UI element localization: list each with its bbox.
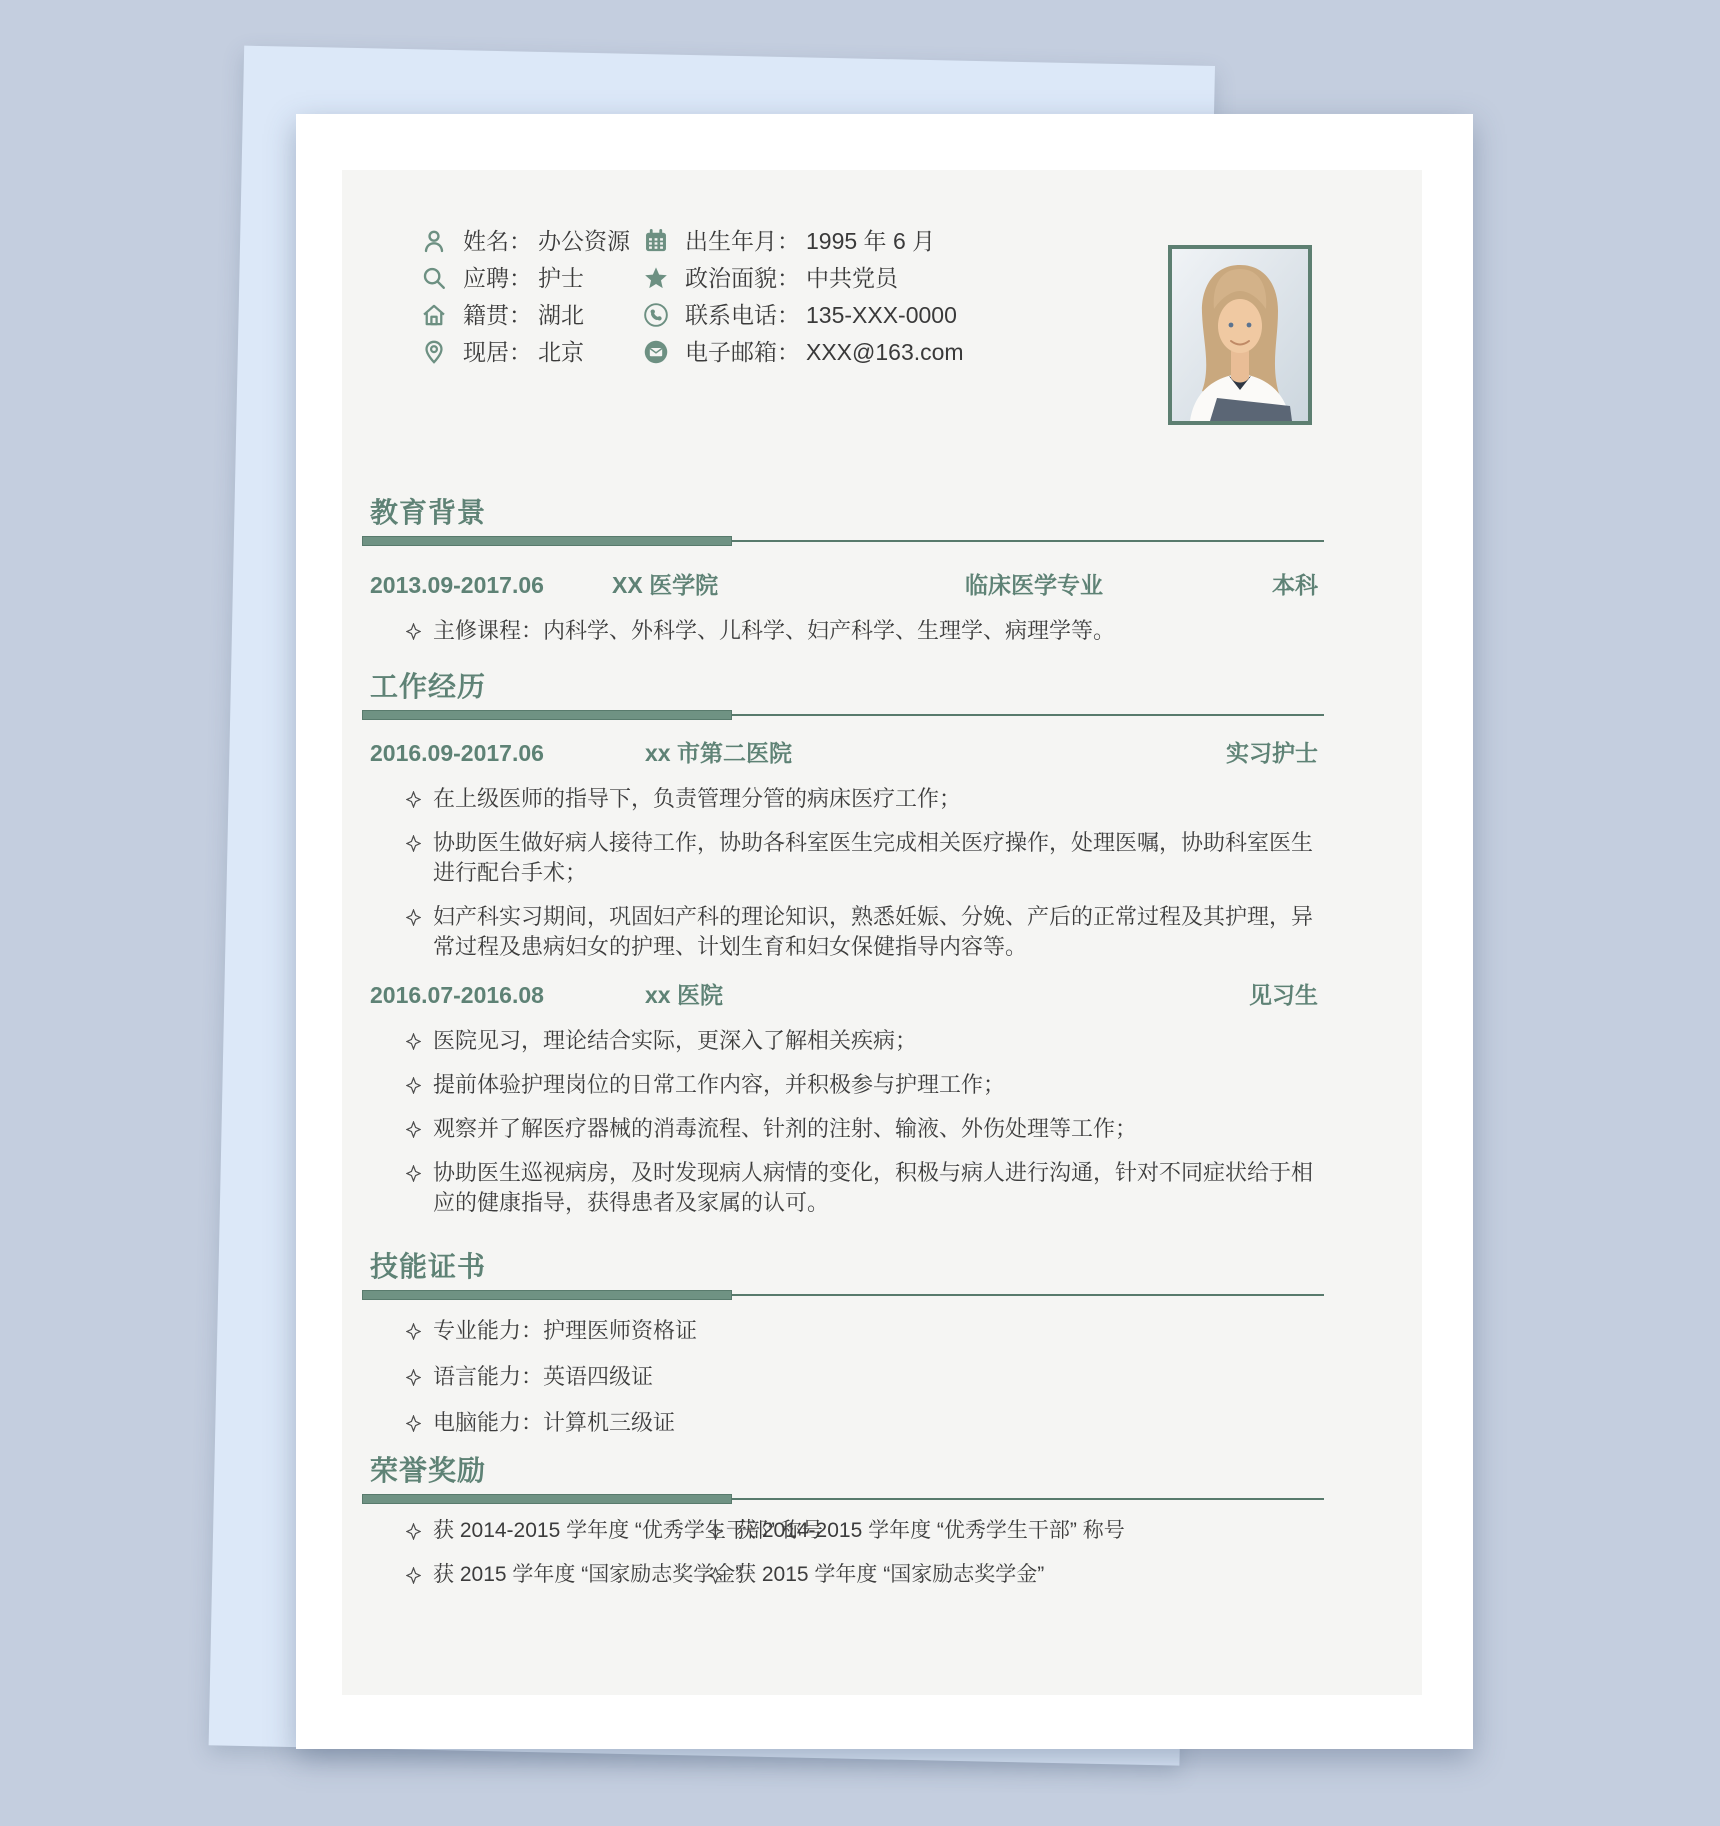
- bullet-item: 专业能力：护理医师资格证: [370, 1316, 1318, 1346]
- diamond-bullet-icon: [708, 1567, 723, 1584]
- skills-bullet-list: [370, 1316, 1318, 1438]
- profile-row-position: [420, 259, 630, 296]
- hometown-label: 籍贯：: [463, 301, 532, 328]
- award-item: 获 2015 学年度 “国家励志奖学金”: [370, 1560, 708, 1590]
- diamond-bullet-icon: [406, 1415, 421, 1432]
- job-2-header: [370, 980, 1318, 1010]
- skills-underline: [370, 1290, 1318, 1300]
- bullet-item: 医院见习，理论结合实际，更深入了解相关疾病；: [370, 1026, 1318, 1056]
- bullet-item: 观察并了解医疗器械的消毒流程、针剂的注射、输液、外伤处理等工作；: [370, 1114, 1318, 1144]
- search-icon: [420, 264, 448, 292]
- job-1-role: 实习护士: [1226, 740, 1318, 766]
- education-title: 教育背景: [370, 497, 487, 528]
- bullet-item: 主修课程：内科学、外科学、儿科学、妇产科学、生理学、病理学等。: [370, 616, 1318, 646]
- diamond-bullet-icon: [406, 1567, 421, 1584]
- diamond-bullet-icon: [406, 791, 421, 808]
- award-item: 获 2014-2015 学年度 “优秀学生干部” 称号: [370, 1516, 708, 1546]
- diamond-bullet-icon: [406, 1121, 421, 1138]
- diamond-bullet-icon: [406, 909, 421, 926]
- awards-underline: [370, 1494, 1318, 1504]
- skills-title: 技能证书: [370, 1251, 487, 1282]
- person-icon: [420, 227, 448, 255]
- job-1-bullet-list: [370, 784, 1318, 962]
- bullet-item: 电脑能力：计算机三级证: [370, 1408, 1318, 1438]
- location-pin-icon: [420, 338, 448, 366]
- work-title: 工作经历: [370, 671, 487, 702]
- name-label: 姓名：: [463, 227, 532, 254]
- email-label: 电子邮箱：: [685, 338, 800, 365]
- education-major: 临床医学专业: [965, 572, 1103, 598]
- awards-grid: [370, 1516, 1318, 1590]
- education-underline: [370, 536, 1318, 546]
- profile-row-birth: [642, 222, 964, 259]
- diamond-bullet-icon: [406, 1165, 421, 1182]
- resume-content: [370, 170, 1318, 1695]
- profile-row-phone: [642, 296, 964, 333]
- bullet-item: 提前体验护理岗位的日常工作内容，并积极参与护理工作；: [370, 1070, 1318, 1100]
- job-1-header: [370, 738, 1318, 768]
- bullet-item: 妇产科实习期间，巩固妇产科的理论知识，熟悉妊娠、分娩、产后的正常过程及其护理，异常过程及患病妇女的护理、计划生育和妇女保健指导内容等。: [370, 902, 1318, 962]
- work-underline: [370, 710, 1318, 720]
- profile-row-residence: [420, 333, 630, 370]
- diamond-bullet-icon: [406, 1323, 421, 1340]
- star-icon: [642, 264, 670, 292]
- profile-photo: [1168, 245, 1312, 425]
- diamond-bullet-icon: [406, 1369, 421, 1386]
- resume-panel: [342, 170, 1422, 1695]
- position-value: 护士: [538, 264, 584, 291]
- profile-column-left: [420, 222, 630, 370]
- diamond-bullet-icon: [406, 1523, 421, 1540]
- section-skills: [370, 1252, 1318, 1438]
- section-awards: [370, 1456, 1318, 1590]
- mail-icon: [642, 338, 670, 366]
- education-degree: 本科: [1272, 572, 1318, 598]
- job-1-period: 2016.09-2017.06: [370, 740, 544, 766]
- email-value: XXX@163.com: [806, 338, 964, 365]
- job-2-bullet-list: [370, 1026, 1318, 1218]
- resume-paper: [296, 114, 1473, 1749]
- profile-column-right: [642, 222, 964, 370]
- profile-row-name: [420, 222, 630, 259]
- bullet-item: 在上级医师的指导下，负责管理分管的病床医疗工作；: [370, 784, 1318, 814]
- bullet-item: 语言能力：英语四级证: [370, 1362, 1318, 1392]
- residence-value: 北京: [538, 338, 584, 365]
- politics-value: 中共党员: [806, 264, 898, 291]
- residence-label: 现居：: [463, 338, 532, 365]
- name-value: 办公资源: [538, 227, 630, 254]
- profile-row-hometown: [420, 296, 630, 333]
- job-2-period: 2016.07-2016.08: [370, 982, 544, 1008]
- phone-label: 联系电话：: [685, 301, 800, 328]
- profile-row-email: [642, 333, 964, 370]
- diamond-bullet-icon: [406, 1077, 421, 1094]
- section-work: [370, 672, 1318, 1218]
- profile-section: [370, 170, 1318, 498]
- bullet-item: 协助医生做好病人接待工作，协助各科室医生完成相关医疗操作，处理医嘱，协助科室医生进行配台手术；: [370, 828, 1318, 888]
- job-entry-1: [370, 738, 1318, 962]
- phone-icon: [642, 301, 670, 329]
- education-bullet-list: [370, 616, 1318, 646]
- position-label: 应聘：: [463, 264, 532, 291]
- birth-label: 出生年月：: [685, 227, 800, 254]
- diamond-bullet-icon: [406, 623, 421, 640]
- calendar-icon: [642, 227, 670, 255]
- politics-label: 政治面貌：: [685, 264, 800, 291]
- diamond-bullet-icon: [406, 835, 421, 852]
- section-education: [370, 498, 1318, 646]
- home-icon: [420, 301, 448, 329]
- education-entry: [370, 570, 1318, 600]
- job-1-employer: xx 市第二医院: [645, 740, 792, 766]
- award-item: 获 2015 学年度 “国家励志奖学金”: [708, 1560, 1318, 1590]
- phone-value: 135-XXX-0000: [806, 301, 957, 328]
- bullet-item: 协助医生巡视病房，及时发现病人病情的变化，积极与病人进行沟通，针对不同症状给于相应的健康指导，获得患者及家属的认可。: [370, 1158, 1318, 1218]
- award-item: 获 2014-2015 学年度 “优秀学生干部” 称号: [708, 1516, 1318, 1546]
- education-period: 2013.09-2017.06: [370, 572, 544, 598]
- diamond-bullet-icon: [708, 1523, 723, 1540]
- job-2-employer: xx 医院: [645, 982, 723, 1008]
- awards-title: 荣誉奖励: [370, 1455, 487, 1486]
- hometown-value: 湖北: [538, 301, 584, 328]
- job-entry-2: [370, 980, 1318, 1218]
- birth-value: 1995 年 6 月: [806, 227, 936, 254]
- education-school: XX 医学院: [612, 572, 719, 598]
- diamond-bullet-icon: [406, 1033, 421, 1050]
- job-2-role: 见习生: [1249, 982, 1318, 1008]
- profile-row-politics: [642, 259, 964, 296]
